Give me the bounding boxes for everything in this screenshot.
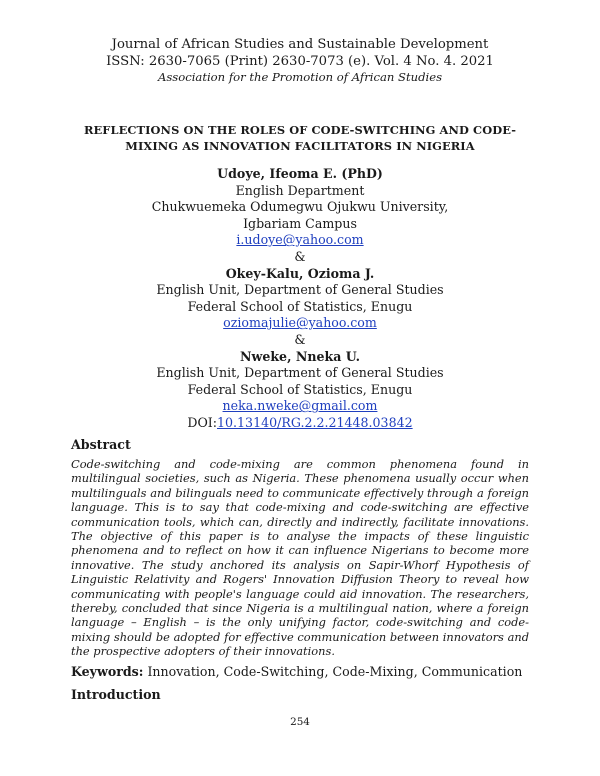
- author-block: [0, 166, 600, 432]
- abstract-heading: Abstract: [71, 437, 131, 452]
- keywords-line: [71, 664, 541, 679]
- keywords-value: Innovation, Code-Switching, Code-Mixing, Communication: [147, 664, 523, 679]
- author-affiliation: Federal School of Statistics, Enugu: [187, 381, 413, 397]
- author-affiliation: English Department: [235, 182, 365, 198]
- paper-title: REFLECTIONS ON THE ROLES OF CODE-SWITCHING AND CODE-MIXING AS INNOVATION FACILITATORS IN NIGERIA: [83, 123, 517, 153]
- introduction-heading: Introduction: [71, 687, 161, 702]
- author-separator: &: [294, 331, 306, 347]
- doi-label: DOI:: [187, 414, 218, 430]
- author-affiliation: Igbariam Campus: [243, 215, 357, 231]
- author-email-link[interactable]: i.udoye@yahoo.com: [236, 232, 364, 248]
- author-name: Okey-Kalu, Ozioma J.: [225, 265, 375, 281]
- author-name: Udoye, Ifeoma E. (PhD): [217, 166, 383, 181]
- journal-header: [0, 36, 600, 85]
- doi-link[interactable]: 10.13140/RG.2.2.21448.03842: [217, 414, 413, 430]
- author-email-link[interactable]: neka.nweke@gmail.com: [222, 398, 378, 414]
- author-separator: &: [294, 248, 306, 264]
- author-email-link[interactable]: oziomajulie@yahoo.com: [223, 315, 377, 331]
- keywords-label: Keywords:: [71, 664, 144, 679]
- journal-issn: ISSN: 2630-7065 (Print) 2630-7073 (e). Vol. 4 No. 4. 2021: [106, 54, 494, 69]
- author-affiliation: Federal School of Statistics, Enugu: [187, 298, 413, 314]
- doi-line: [0, 415, 600, 432]
- author-affiliation: English Unit, Department of General Studies: [156, 282, 444, 298]
- journal-title: Journal of African Studies and Sustainable Development: [111, 37, 489, 52]
- author-affiliation: English Unit, Department of General Studies: [156, 365, 444, 381]
- author-affiliation: Chukwuemeka Odumegwu Ojukwu University,: [151, 199, 449, 215]
- page-number: 254: [290, 716, 310, 728]
- journal-association: Association for the Promotion of African Studies: [157, 70, 443, 84]
- abstract-text: Code-switching and code-mixing are common phenomena found in multilingual societies, such as Nigeria. These phenomena usually occur when multilinguals and bilinguals need to communicate effectively through a foreign language. This is to say that code-mixing and code-switching are effective communication tools, which can, directly and indirectly, facilitate innovations. The objective of this paper is to analyse the impacts of these linguistic phenomena and to reflect on how it can influence Nigerians to become more innovative. The study anchored its analysis on Sapir-Whorf Hypothesis of Linguistic Relativity and Rogers' Innovation Diffusion Theory to reveal how communicating with people's language could aid innovation. The researchers, thereby, concluded that since Nigeria is a multilingual nation, where a foreign language – English – is the only unifying factor, code-switching and code-mixing should be adopted for effective communication between innovators and the prospective adopters of their innovations.: [71, 457, 529, 659]
- author-name: Nweke, Nneka U.: [239, 348, 361, 364]
